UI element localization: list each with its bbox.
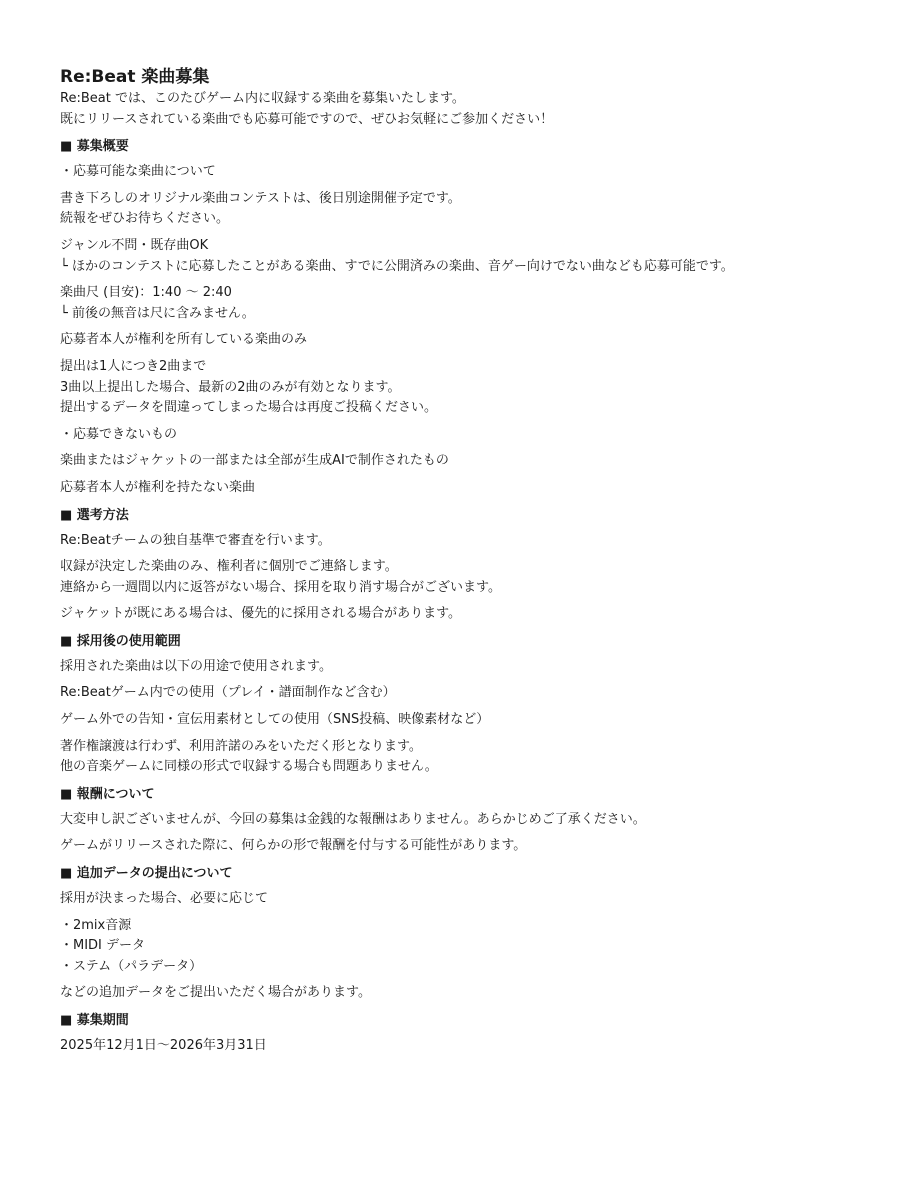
text-line: └ 前後の無音は尺に含みません。 [60, 305, 255, 321]
text-line: 提出するデータを間違ってしまった場合は再度ご投稿ください。 [60, 400, 438, 416]
text-line: 収録が決定した楽曲のみ、権利者に個別でご連絡します。 [60, 559, 398, 575]
paragraph [60, 889, 840, 910]
text-line: └ ほかのコンテストに応募したことがある楽曲、すでに公開済みの楽曲、音ゲー向けでない曲なども応募可能です。 [60, 258, 734, 274]
paragraph [60, 531, 840, 552]
paragraph [60, 810, 840, 831]
paragraph [60, 710, 840, 731]
text-line: ・ステム（パラデータ） [60, 958, 203, 974]
text-line: ・MIDI データ [60, 938, 146, 954]
paragraph [60, 189, 840, 230]
text-line: 3曲以上提出した場合、最新の2曲のみが有効となります。 [60, 379, 401, 395]
text-line: 採用された楽曲は以下の用途で使用されます。 [60, 658, 332, 674]
paragraph [60, 330, 840, 351]
paragraph [60, 425, 840, 446]
section-period [60, 1010, 840, 1057]
text-line: ジャケットが既にある場合は、優先的に採用される場合があります。 [60, 606, 462, 622]
text-line: 書き下ろしのオリジナル楽曲コンテストは、後日別途開催予定です。 [60, 190, 461, 206]
text-line: 他の音楽ゲームに同様の形式で収録する場合も問題ありません。 [60, 759, 438, 775]
paragraph [60, 683, 840, 704]
text-line: 2025年12月1日〜2026年3月31日 [60, 1038, 267, 1053]
text-line: ・2mix音源 [60, 917, 132, 933]
intro-line: Re:Beat では、このたびゲーム内に収録する楽曲を募集いたします。 [60, 91, 465, 106]
section-heading: ■ 選考方法 [60, 507, 129, 523]
text-line: 続報をぜひお待ちください。 [60, 211, 230, 227]
text-line: ジャンル不問・既存曲OK [60, 237, 209, 253]
text-line: 著作権譲渡は行わず、利用許諾のみをいただく形となります。 [60, 738, 422, 754]
text-line: などの追加データをご提出いただく場合があります。 [60, 985, 371, 1001]
paragraph [60, 1036, 840, 1057]
paragraph [60, 836, 840, 857]
paragraph [60, 983, 840, 1004]
text-line: ・応募できないもの [60, 426, 178, 442]
section-additional-data [60, 863, 840, 1004]
text-line: 楽曲尺 (目安)：1:40 ～ 2:40 [60, 285, 232, 301]
paragraph [60, 283, 840, 324]
text-line: 大変申し訳ございませんが、今回の募集は金銭的な報酬はありません。あらかじめご了承ください。 [60, 811, 646, 827]
text-line: ゲーム外での告知・宣伝用素材としての使用（SNS投稿、映像素材など） [60, 712, 490, 728]
paragraph [60, 557, 840, 598]
paragraph [60, 657, 840, 678]
text-line: ・応募可能な楽曲について [60, 164, 216, 180]
text-line: 応募者本人が権利を持たない楽曲 [60, 479, 256, 495]
intro-paragraph [60, 89, 840, 130]
intro-line: 既にリリースされている楽曲でも応募可能ですので、ぜひお気軽にご参加ください！ [60, 111, 554, 127]
section-selection [60, 505, 840, 625]
document-title: Re:Beat 楽曲募集 [60, 67, 210, 87]
section-heading: ■ 追加データの提出について [60, 866, 233, 882]
paragraph [60, 604, 840, 625]
text-line: ゲームがリリースされた際に、何らかの形で報酬を付与する可能性があります。 [60, 838, 527, 854]
paragraph [60, 162, 840, 183]
paragraph [60, 451, 840, 472]
text-line: 連絡から一週間以内に返答がない場合、採用を取り消す場合がございます。 [60, 579, 501, 595]
paragraph [60, 737, 840, 778]
text-line: Re:Beatゲーム内での使用（プレイ・譜面制作など含む） [60, 685, 396, 701]
text-line: 応募者本人が権利を所有している楽曲のみ [60, 332, 308, 348]
section-usage-scope [60, 631, 840, 778]
paragraph [60, 357, 840, 419]
section-heading: ■ 採用後の使用範囲 [60, 633, 181, 649]
text-line: 楽曲またはジャケットの一部または全部が生成AIで制作されたもの [60, 453, 449, 469]
section-heading: ■ 募集期間 [60, 1013, 129, 1028]
document-sections [60, 136, 840, 1056]
text-line: 採用が決まった場合、必要に応じて [60, 891, 269, 907]
paragraph [60, 916, 840, 978]
paragraph [60, 478, 840, 499]
section-heading: ■ 募集概要 [60, 139, 129, 155]
section-overview [60, 136, 840, 498]
section-heading: ■ 報酬について [60, 786, 155, 802]
text-line: Re:Beatチームの独自基準で審査を行います。 [60, 532, 331, 548]
paragraph [60, 236, 840, 277]
text-line: 提出は1人につき2曲まで [60, 358, 207, 374]
section-reward [60, 784, 840, 857]
